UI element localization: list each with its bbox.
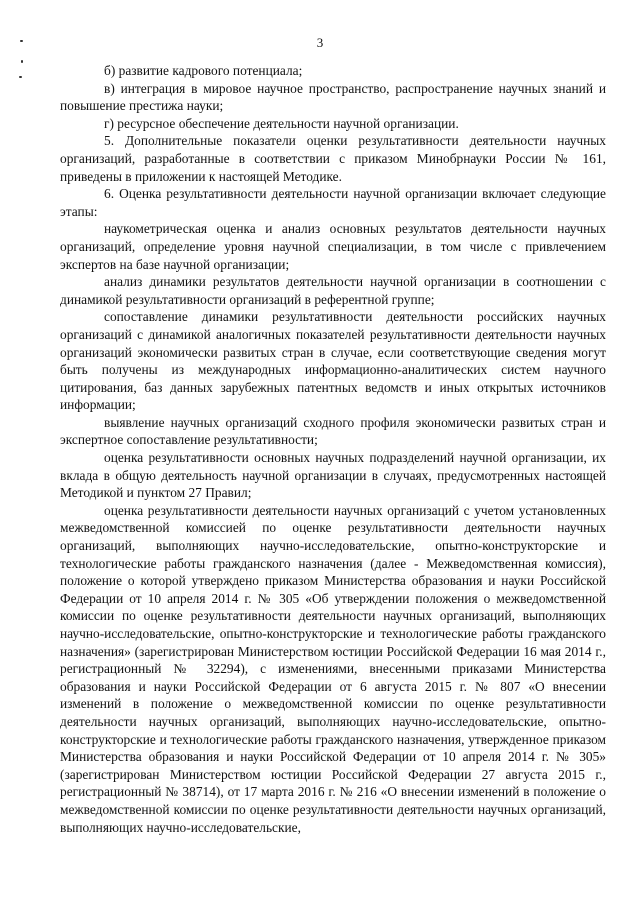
scan-artifact xyxy=(19,76,22,78)
paragraph-stage-scientometric: наукометрическая оценка и анализ основных результатов деятельности научных организаций, определение уровня научной специализации, в том числе с привлечением экспертов на базе научной организации; xyxy=(60,221,606,272)
paragraph-stage-commission: оценка результативности деятельности научных организаций с учетом установленных межведомственной комиссией по оценке результативности деятельности научных организаций, выполняющих научно-исследовательские, опытно-конструкторские и технологические работы гражданского назначения (далее - Межведомственная комиссия), положение о которой утверждено приказом Министерства образования и науки Российской Федерации от 10 апреля 2014 г. № 305 «Об утверждении положения о межведомственной комиссии по оценке результативности деятельности научных организаций, выполняющих научно-исследовательские, опытно-конструкторские и технологические работы гражданского назначения» (зарегистрирован Министерством юстиции Российской Федерации 16 мая 2014 г., регистрационный № 32294), с изменениями, внесенными приказами Министерства образования и науки Российской Федерации от 6 августа 2015 г. № 807 «О внесении изменений в положение о межведомственной комиссии по оценке результативности деятельности научных организаций, выполняющих научно-исследовательские, опытно-конструкторские и технологические работы гражданского назначения, утвержденное приказом Министерства образования и науки Российской Федерации от 10 апреля 2014 г. № 305» (зарегистрирован Министерством юстиции Российской Федерации 27 августа 2015 г., регистрационный № 38714), от 17 марта 2016 г. № 216 «О внесении изменений в положение о межведомственной комиссии по оценке результативности деятельности научных организаций, выполняющих научно-исследовательские, xyxy=(60,502,606,835)
paragraph-clause-6: 6. Оценка результативности деятельности научной организации включает следующие этапы: xyxy=(60,186,606,219)
paragraph-stage-dynamics: анализ динамики результатов деятельности научной организации в соотношении с динамикой результативности организаций в референтной группе; xyxy=(60,274,606,307)
paragraph-stage-subdivisions: оценка результативности основных научных подразделений научной организации, их вклада в общую деятельность научной организации в случаях, предусмотренных настоящей Методикой и пунктом 27 Правил; xyxy=(60,450,606,501)
scan-artifact xyxy=(21,60,23,63)
page-number: 3 xyxy=(316,35,324,50)
paragraph-stage-comparison: сопоставление динамики результативности деятельности российских научных организаций с динамикой аналогичных показателей результативности деятельности научных организаций экономически развитых стран в случае, если соответствующие сведения могут быть получены из международных информационно-аналитических систем научного цитирования, баз данных зарубежных патентных ведомств и иных открытых источников информации; xyxy=(60,309,606,413)
paragraph-item-v: в) интеграция в мировое научное пространство, распространение научных знаний и повышение престижа науки; xyxy=(60,80,606,114)
paragraph-clause-5: 5. Дополнительные показатели оценки результативности деятельности научных организаций, разработанные в соответствии с приказом Минобрнауки России № 161, приведены в приложении к настоящей Методике. xyxy=(60,133,606,184)
document-body xyxy=(60,62,606,836)
paragraph-item-g: г) ресурсное обеспечение деятельности научной организации. xyxy=(104,115,459,131)
paragraph-stage-similar-profile: выявление научных организаций сходного профиля экономически развитых стран и экспертное сопоставление результативности; xyxy=(60,414,606,448)
paragraph-item-b: б) развитие кадрового потенциала; xyxy=(104,63,303,78)
